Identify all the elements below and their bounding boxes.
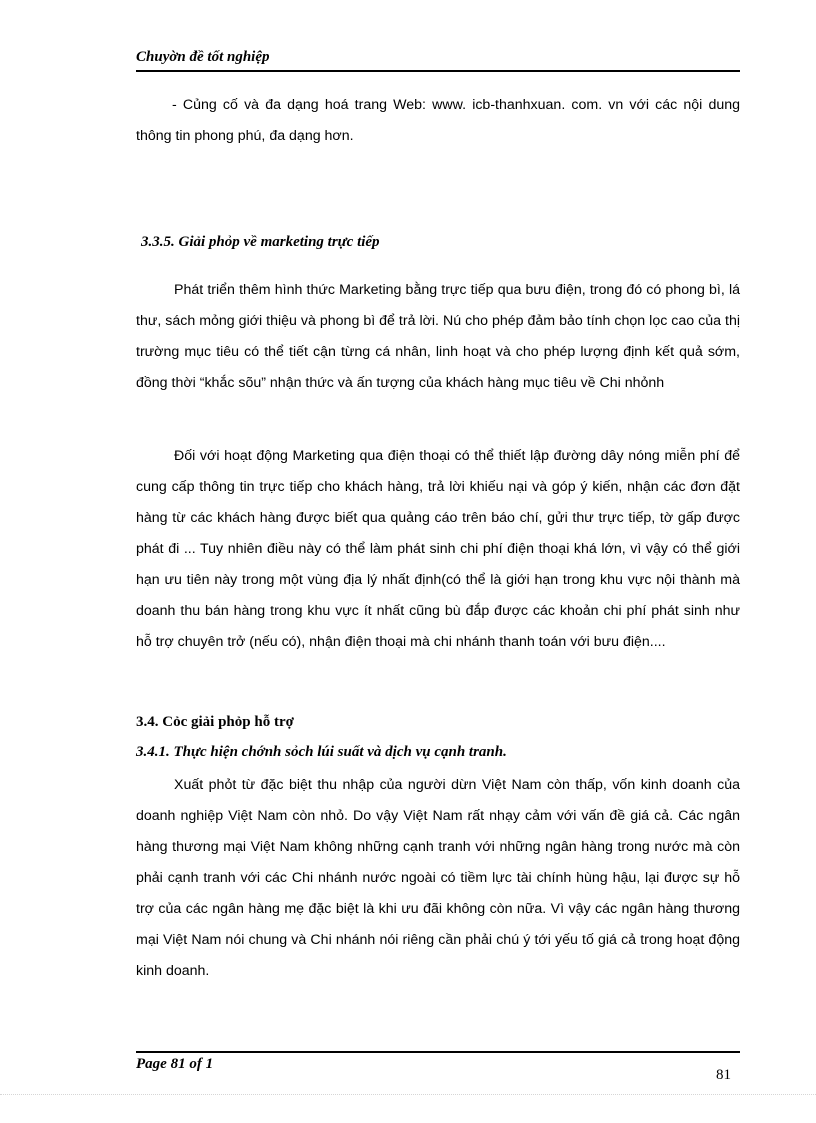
heading-3-4-1: 3.4.1. Thực hiện chớnh sỏch lúi suất và dịch vụ cạnh tranh. (136, 744, 507, 760)
heading-3-4: 3.4. Cỏc giải phỏp hỗ trợ (136, 714, 294, 730)
paragraph-direct-mail: Phát triển thêm hình thức Marketing bằng trực tiếp qua bưu điện, trong đó có phong bì, lá thư, sách mỏng giới thiệu và phong bì để trả lời. Nú cho phép đảm bảo tính chọn lọc cao của thị trường mục tiêu có thể tiết cận từng cá nhân, linh hoạt và cho phép lượng định kết quả sớm, đồng thời “khắc sõu” nhận thức và ấn tượng của khách hàng mục tiêu về Chi nhỏnh (136, 282, 740, 391)
footer-page-label: Page 81 of 1 (136, 1056, 214, 1072)
footer-page-number: 81 (716, 1067, 731, 1083)
header-rule (136, 70, 740, 72)
paragraph-telemarketing: Đối với hoạt động Marketing qua điện thoại có thể thiết lập đường dây nóng miễn phí để cung cấp thông tin trực tiếp cho khách hàng, trả lời khiếu nại và góp ý kiến, nhận các đơn đặt hàng từ các khách hàng được biết qua quảng cáo trên báo chí, gửi thư trực tiếp, tờ gấp được phát đi ... Tuy nhiên điều này có thể làm phát sinh chi phí điện thoại khá lớn, vì vậy có thể giới hạn ưu tiên này trong một vùng địa lý nhất định(có thể là giới hạn trong khu vực nội thành mà doanh thu bán hàng trong khu vực ít nhất cũng bù đắp được các khoản chi phí phát sinh như hỗ trợ chuyên trở (nếu có), nhận điện thoại mà chi nhánh thanh toán với bưu điện.... (136, 448, 740, 650)
heading-3-3-5: 3.3.5. Giải phỏp về marketing trực tiếp (141, 234, 380, 250)
page-boundary (0, 1094, 816, 1095)
paragraph-website: - Củng cố và đa dạng hoá trang Web: www. icb-thanhxuan. com. vn với các nội dung thông tin phong phú, đa dạng hơn. (136, 97, 740, 144)
paragraph-interest-rate: Xuất phỏt từ đặc biệt thu nhập của người dừn Việt Nam còn thấp, vốn kinh doanh của doanh nghiệp Việt Nam còn nhỏ. Do vậy Việt Nam rất nhạy cảm với vấn đề giá cả. Các ngân hàng thương mại Việt Nam không những cạnh tranh với những ngân hàng trong nước mà còn phải cạnh tranh với các Chi nhánh nước ngoài có tiềm lực tài chính hùng hậu, lại được sự hỗ trợ của các ngân hàng mẹ đặc biệt là khi ưu đãi không còn nữa. Vì vậy các ngân hàng thương mại Việt Nam nói chung và Chi nhánh nói riêng cần phải chú ý tới yếu tố giá cả trong hoạt động kinh doanh. (136, 777, 740, 979)
footer-rule (136, 1051, 740, 1053)
page-header-title: Chuyờn đề tốt nghiệp (136, 49, 270, 65)
